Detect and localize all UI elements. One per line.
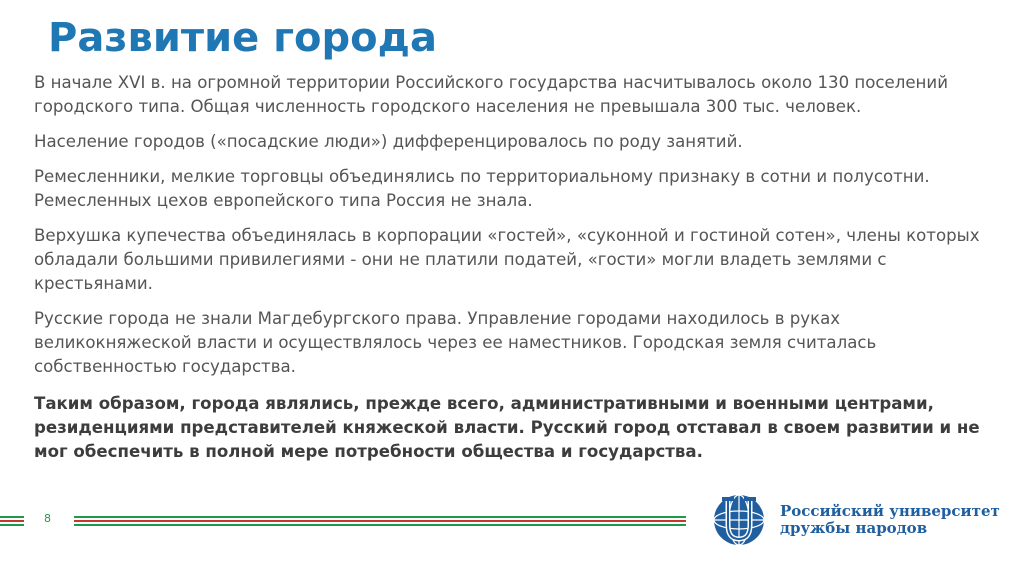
- paragraph: В начале XVI в. на огромной территории Российского государства насчитывалось около 130 поселений городского типа. Общая численность городского населения не превышала 300 тыс. человек.: [34, 73, 948, 116]
- slide-title: Развитие города: [48, 15, 437, 61]
- paragraph: Ремесленники, мелкие торговцы объединялись по территориальному признаку в сотни и полусотни. Ремесленных цехов европейского типа Россия не знала.: [34, 167, 930, 210]
- page-number: 8: [44, 512, 51, 525]
- paragraph: Верхушка купечества объединялась в корпорации «гостей», «суконной и гостиной сотен», члены которых обладали большими привилегиями - они не платили податей, «гости» могли владеть землями с крестьянами.: [34, 226, 980, 293]
- university-logo-text: [780, 503, 1000, 537]
- paragraph: Население городов («посадские люди») дифференцировалось по роду занятий.: [34, 132, 743, 151]
- conclusion-paragraph: Таким образом, города являлись, прежде всего, административными и военными центрами, резиденциями представителей княжеской власти. Русский город отставал в своем развитии и не мог обеспечить в полной мере потребности общества и государства.: [34, 394, 980, 461]
- paragraph: Русские города не знали Магдебургского права. Управление городами находилось в руках великокняжеской власти и осуществлялось через ее наместников. Городская земля считалась собственностью государства.: [34, 309, 877, 376]
- logo-text-line: Российский университет: [780, 502, 1000, 520]
- logo-text-line: дружбы народов: [780, 519, 928, 537]
- university-emblem-icon: [706, 491, 776, 547]
- slide-content: [34, 71, 984, 475]
